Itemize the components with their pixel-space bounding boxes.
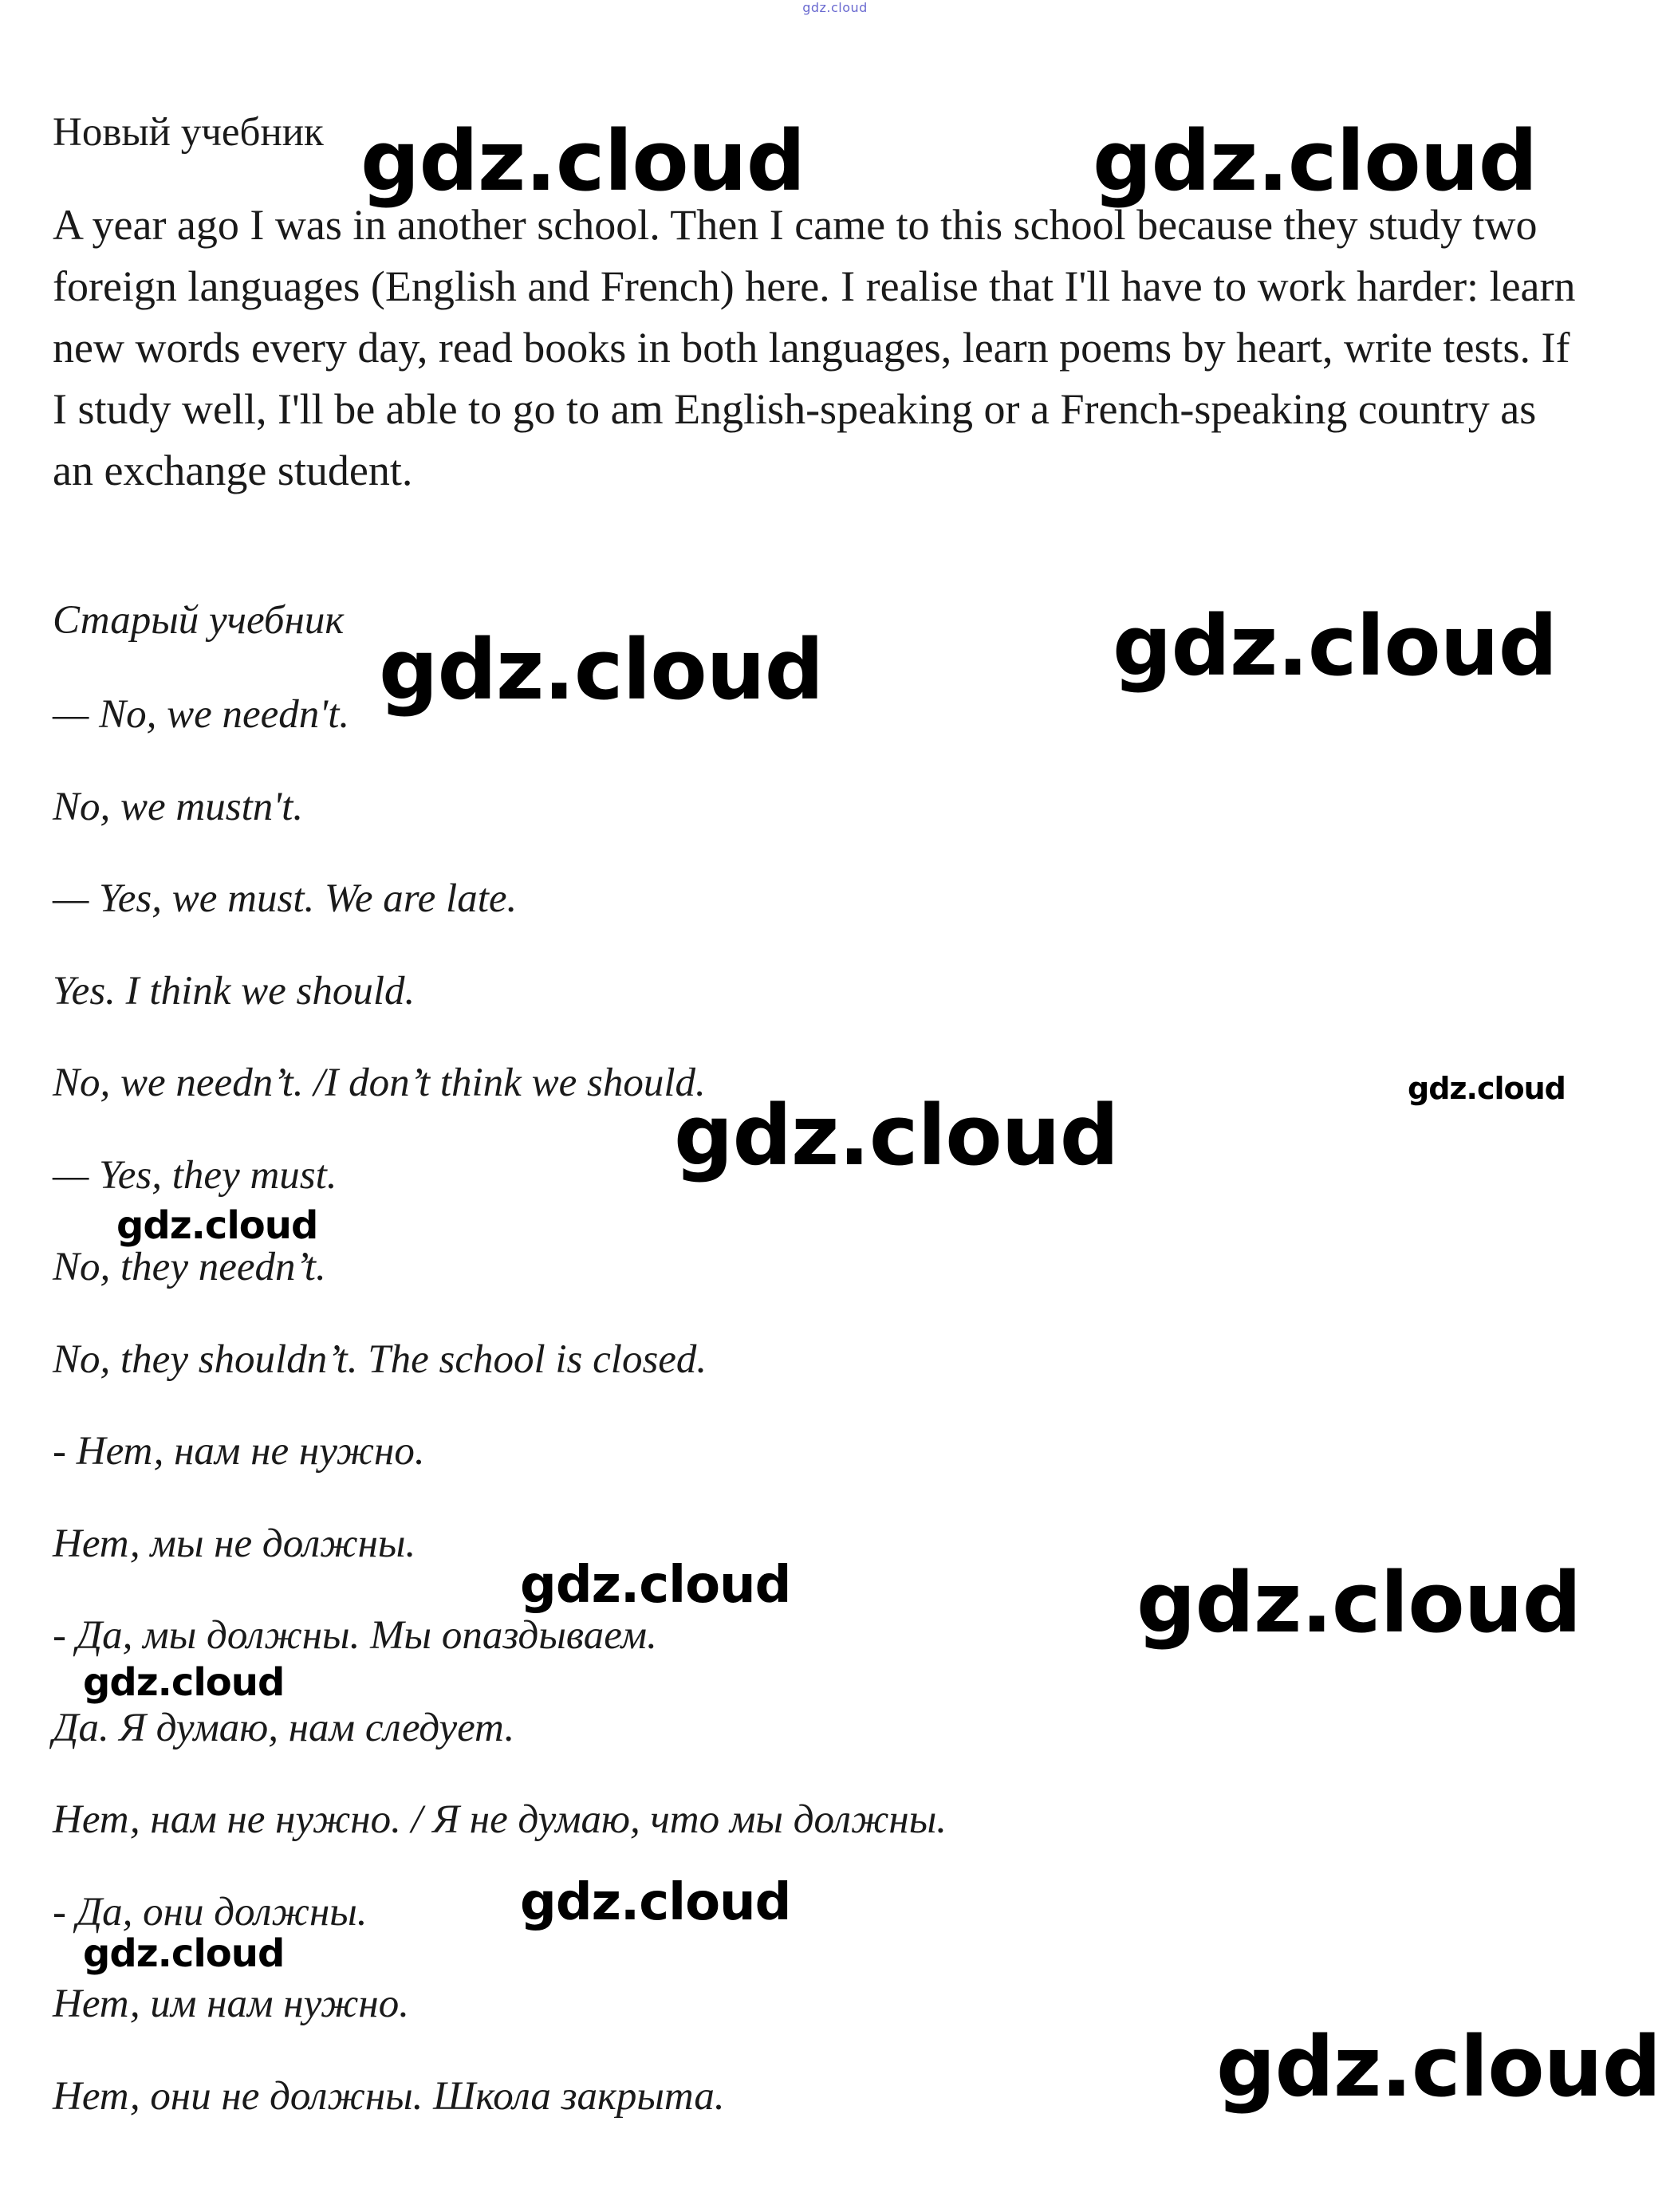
watermark: gdz.cloud [83,1660,285,1705]
translation-line: Нет, нам не нужно. / Я не думаю, что мы должны. [53,1797,947,1842]
answer-line: No, they needn’t. [53,1245,326,1289]
new-textbook-heading: Новый учебник [53,110,324,155]
answer-line: — No, we needn't. [53,692,350,737]
watermark: gdz.cloud [674,1087,1119,1184]
watermark: gdz.cloud [1408,1071,1566,1106]
old-textbook-heading: Старый учебник [53,598,345,643]
answer-line: No, they shouldn’t. The school is closed. [53,1337,707,1382]
watermark: gdz.cloud [360,112,805,210]
watermark: gdz.cloud [520,1556,791,1615]
translation-line: Нет, они не должны. Школа закрыта. [53,2074,725,2119]
answer-line: No, we needn’t. /I don’t think we should. [53,1061,706,1105]
watermark: gdz.cloud [1093,112,1538,210]
watermark: gdz.cloud [1136,1554,1581,1651]
new-textbook-paragraph: A year ago I was in another school. Then I came to this school because they study two foreign languages (English and French) here. I realise that I'll have to work harder: learn new words every day, read books in both languages, learn poems by heart, write tests. If I study well, I'll be able to go to am English-speaking or a French-speaking country as an exchange student. [53,201,1576,494]
translation-line: Нет, им нам нужно. [53,1982,409,2026]
watermark: gdz.cloud [379,621,824,718]
watermark: gdz.cloud [1216,2018,1661,2116]
translation-line: Нет, мы не должны. [53,1521,416,1566]
watermark: gdz.cloud [116,1203,318,1248]
top-watermark: gdz.cloud [802,0,868,15]
answer-line: — Yes, we must. We are late. [53,876,518,921]
watermark: gdz.cloud [520,1873,791,1932]
answer-line: — Yes, they must. [53,1153,337,1198]
translation-line: - Да, мы должны. Мы опаздываем. [53,1613,657,1658]
answer-line: No, we mustn't. [53,785,304,829]
watermark: gdz.cloud [1113,597,1558,695]
translation-line: Да. Я думаю, нам следует. [53,1706,515,1750]
translation-line: - Нет, нам не нужно. [53,1429,425,1474]
watermark: gdz.cloud [83,1931,285,1976]
answer-line: Yes. I think we should. [53,969,416,1014]
translation-line: - Да, они должны. [53,1890,368,1935]
